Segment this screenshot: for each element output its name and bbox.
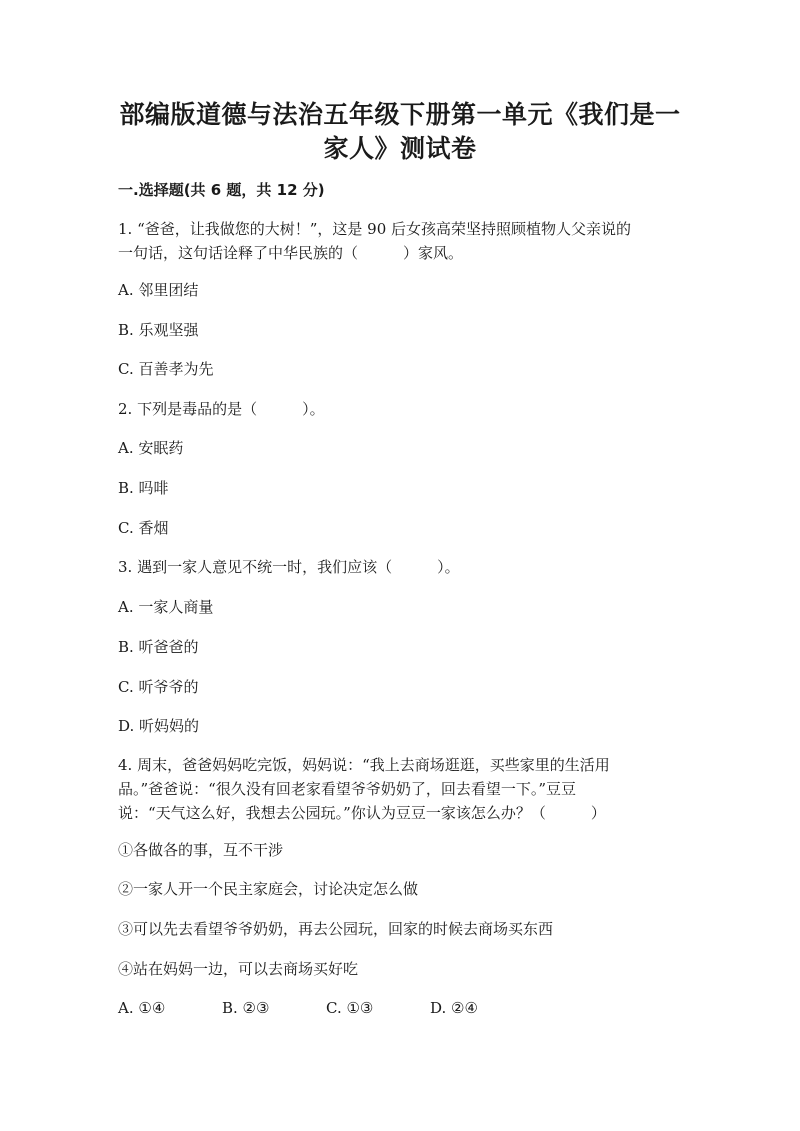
question-3-option-b: B. 听爸爸的 <box>118 638 199 656</box>
question-2-stem: 2. 下列是毒品的是（ ）。 <box>118 400 325 418</box>
question-3-option-d: D. 听妈妈的 <box>118 717 200 735</box>
question-4-option-d: D. ②④ <box>430 999 478 1017</box>
question-4-option-b: B. ②③ <box>222 999 270 1017</box>
question-4-stem-line-3: 说：“天气这么好，我想去公园玩。”你认为豆豆一家该怎么办？（ ） <box>118 804 606 822</box>
question-4-options <box>118 997 534 1019</box>
question-1-option-a: A. 邻里团结 <box>118 281 199 299</box>
question-3-option-c: C. 听爷爷的 <box>118 678 199 696</box>
question-2-option-a: A. 安眠药 <box>118 439 184 457</box>
question-2-option-c: C. 香烟 <box>118 519 169 537</box>
question-4-stem-line-2: 品。”爸爸说：“很久没有回老家看望爷爷奶奶了，回去看望一下。”豆豆 <box>118 780 577 798</box>
question-2-option-b: B. 吗啡 <box>118 479 169 497</box>
page-title-line-1: 部编版道德与法治五年级下册第一单元《我们是一 <box>119 100 681 129</box>
question-1-stem-line-1: 1. “爸爸，让我做您的大树！”，这是 90 后女孩高荣坚持照顾植物人父亲说的 <box>118 220 632 238</box>
question-4-statement-1: ①各做各的事，互不干涉 <box>118 841 284 859</box>
question-1-stem-line-2: 一句话，这句话诠释了中华民族的（ ）家风。 <box>118 244 464 262</box>
question-4-stem-line-1: 4. 周末，爸爸妈妈吃完饭，妈妈说：“我上去商场逛逛，买些家里的生活用 <box>118 756 610 774</box>
question-4-statement-2: ②一家人开一个民主家庭会，讨论决定怎么做 <box>118 880 419 898</box>
question-4-statement-3: ③可以先去看望爷爷奶奶，再去公园玩，回家的时候去商场买东西 <box>118 920 554 938</box>
section-heading: 一.选择题(共 6 题，共 12 分) <box>118 181 325 199</box>
question-3-option-a: A. 一家人商量 <box>118 598 214 616</box>
question-1-option-c: C. 百善孝为先 <box>118 360 214 378</box>
question-1-option-b: B. 乐观坚强 <box>118 321 199 339</box>
question-4-statement-4: ④站在妈妈一边，可以去商场买好吃 <box>118 960 359 978</box>
question-4-option-c: C. ①③ <box>326 999 374 1017</box>
question-3-stem: 3. 遇到一家人意见不统一时，我们应该（ ）。 <box>118 558 460 576</box>
page-title-line-2: 家人》测试卷 <box>323 134 477 163</box>
question-4-option-a: A. ①④ <box>118 999 166 1017</box>
